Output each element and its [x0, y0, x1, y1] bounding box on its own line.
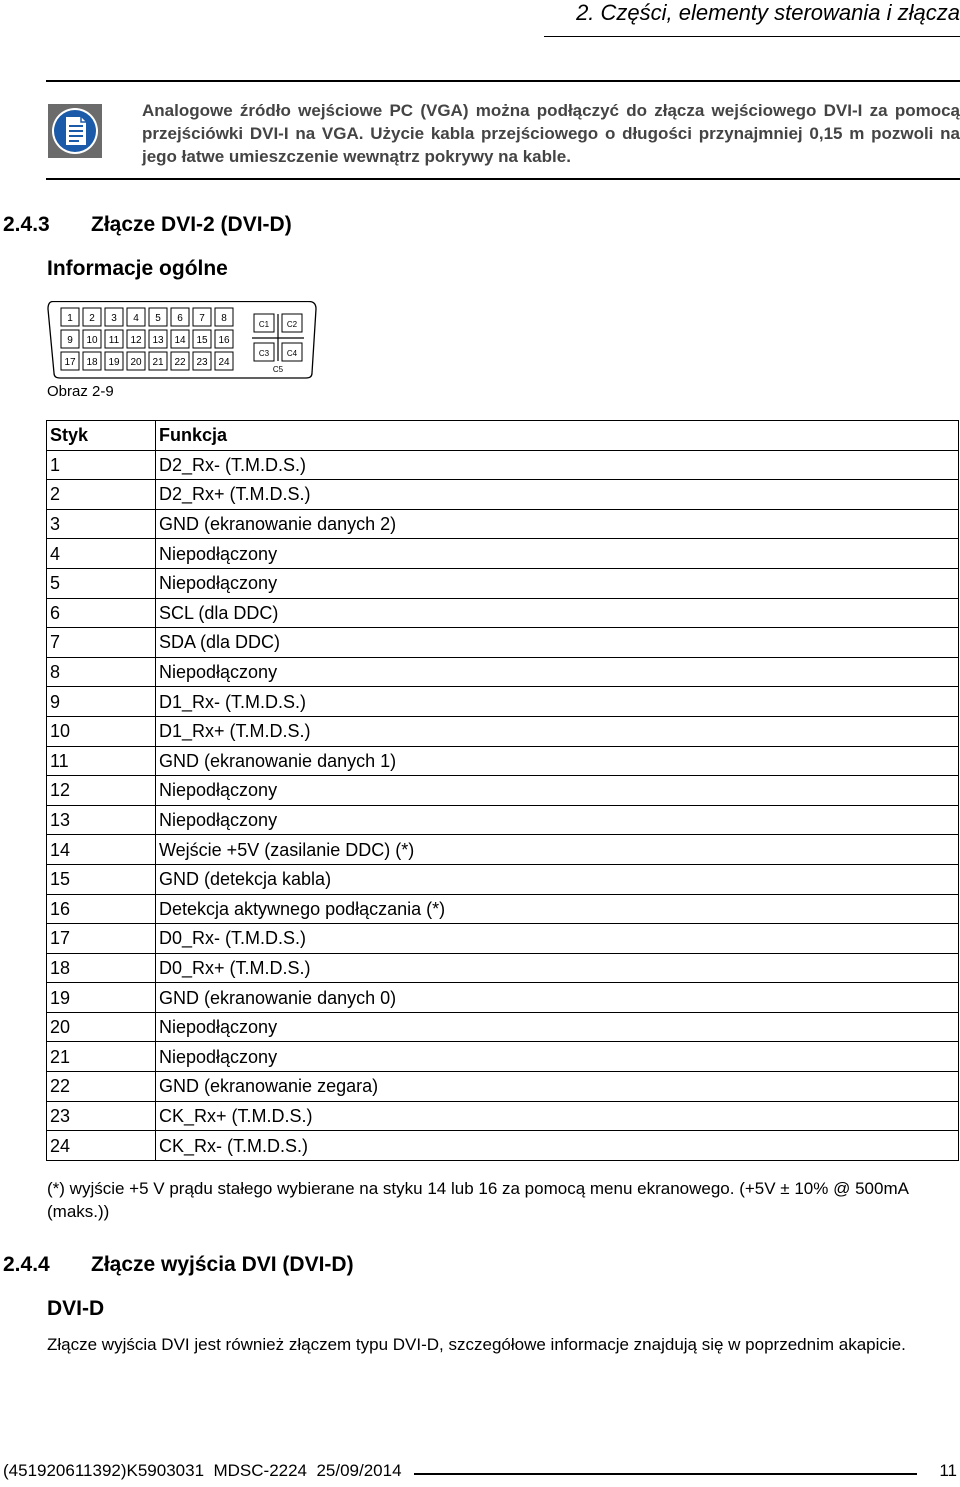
section-heading-dvi-out — [3, 1253, 354, 1277]
pin-label: 17 — [64, 357, 76, 368]
table-row — [47, 805, 959, 835]
table-row — [47, 776, 959, 806]
pin-label: 23 — [196, 357, 208, 368]
pin-function-cell: GND (ekranowanie danych 1) — [156, 746, 959, 776]
section-title: Złącze DVI-2 (DVI-D) — [91, 213, 292, 236]
pin-c3-label: C3 — [258, 349, 270, 358]
pin-function-cell: D1_Rx- (T.M.D.S.) — [156, 687, 959, 717]
footer-doc-id: (451920611392)K5903031 MDSC-2224 25/09/2014 — [3, 1461, 402, 1480]
table-header-row — [47, 421, 959, 451]
pin-label: 13 — [152, 335, 164, 346]
pin-label: 22 — [174, 357, 186, 368]
table-row — [47, 924, 959, 954]
document-note-icon — [48, 104, 102, 158]
pin-label: 20 — [130, 357, 142, 368]
section-number: 2.4.4 — [3, 1253, 50, 1276]
footer-rule — [414, 1473, 918, 1475]
pin-function-cell: SCL (dla DDC) — [156, 598, 959, 628]
pin-label: 11 — [108, 335, 120, 346]
pin-number-cell: 13 — [47, 805, 156, 835]
table-row — [47, 1042, 959, 1072]
pin-c2-label: C2 — [286, 320, 298, 329]
footnote: (*) wyjście +5 V prądu stałego wybierane na styku 14 lub 16 za pomocą menu ekranowego. (+5V ± 10% @ 500mA (maks.)) — [47, 1179, 909, 1221]
pin-number-cell: 3 — [47, 509, 156, 539]
pin-number-cell: 21 — [47, 1042, 156, 1072]
pin-number-cell: 6 — [47, 598, 156, 628]
pin-label: 5 — [155, 313, 161, 324]
pin-number-cell: 5 — [47, 568, 156, 598]
pin-label: 21 — [152, 357, 164, 368]
pin-function-cell: Niepodłączony — [156, 539, 959, 569]
pin-table — [46, 420, 959, 1161]
pin-number-cell: 15 — [47, 864, 156, 894]
table-row — [47, 953, 959, 983]
pin-label: 18 — [86, 357, 98, 368]
pin-function-cell: D2_Rx+ (T.M.D.S.) — [156, 480, 959, 510]
table-row — [47, 568, 959, 598]
pin-label: 14 — [174, 335, 186, 346]
pin-number-cell: 2 — [47, 480, 156, 510]
pin-function-cell: D0_Rx+ (T.M.D.S.) — [156, 953, 959, 983]
page-number: 11 — [939, 1461, 957, 1480]
pin-label: 2 — [89, 313, 95, 324]
table-row — [47, 539, 959, 569]
pin-number-cell: 1 — [47, 450, 156, 480]
pin-number-cell: 17 — [47, 924, 156, 954]
subheading-general-info: Informacje ogólne — [47, 257, 228, 280]
pin-number-cell: 18 — [47, 953, 156, 983]
figure-caption: Obraz 2-9 — [47, 383, 114, 400]
section-number: 2.4.3 — [3, 213, 50, 236]
pin-number-cell: 24 — [47, 1131, 156, 1161]
pin-function-cell: CK_Rx- (T.M.D.S.) — [156, 1131, 959, 1161]
pin-number-cell: 16 — [47, 894, 156, 924]
pin-number-cell: 9 — [47, 687, 156, 717]
pin-number-cell: 14 — [47, 835, 156, 865]
pin-number-cell: 8 — [47, 657, 156, 687]
pin-label: 1 — [67, 313, 73, 324]
body-paragraph: Złącze wyjścia DVI jest również złączem typu DVI-D, szczegółowe informacje znajdują się w poprzednim akapicie. — [47, 1335, 906, 1354]
pin-table-body — [47, 450, 959, 1160]
pin-label: 19 — [108, 357, 120, 368]
note-text: Analogowe źródło wejściowe PC (VGA) można podłączyć do złącza wejściowego DVI-I za pomocą przejściówki DVI-I na VGA. Użycie kabla przejściowego o długości przynajmniej 0,15 m pozwoli na jego łatwe umieszczenie wewnątrz pokrywy na kable. — [142, 101, 960, 166]
table-row — [47, 894, 959, 924]
table-row — [47, 450, 959, 480]
pin-function-cell: Wejście +5V (zasilanie DDC) (*) — [156, 835, 959, 865]
pin-c1-label: C1 — [258, 320, 270, 329]
header-divider — [544, 36, 960, 37]
pin-number-cell: 12 — [47, 776, 156, 806]
table-row — [47, 746, 959, 776]
dvi-connector-figure — [47, 301, 319, 379]
pin-number-cell: 23 — [47, 1101, 156, 1131]
pin-function-cell: GND (ekranowanie danych 0) — [156, 983, 959, 1013]
subheading-dvi-d: DVI-D — [47, 1297, 105, 1320]
pin-label: 4 — [133, 313, 139, 324]
pin-label: 12 — [130, 335, 142, 346]
pin-label: 6 — [177, 313, 183, 324]
table-row — [47, 1072, 959, 1102]
pin-number-cell: 4 — [47, 539, 156, 569]
column-header-function: Funkcja — [156, 421, 959, 451]
table-row — [47, 864, 959, 894]
column-header-pin: Styk — [47, 421, 156, 451]
pin-function-cell: Niepodłączony — [156, 776, 959, 806]
pin-function-cell: CK_Rx+ (T.M.D.S.) — [156, 1101, 959, 1131]
pin-label: 16 — [218, 335, 230, 346]
pin-function-cell: Niepodłączony — [156, 805, 959, 835]
table-row — [47, 1101, 959, 1131]
pin-function-cell: Niepodłączony — [156, 1042, 959, 1072]
pin-function-cell: D0_Rx- (T.M.D.S.) — [156, 924, 959, 954]
pin-label: 10 — [86, 335, 98, 346]
pin-function-cell: Niepodłączony — [156, 1012, 959, 1042]
pin-function-cell: SDA (dla DDC) — [156, 628, 959, 658]
pin-number-cell: 11 — [47, 746, 156, 776]
pin-function-cell: Detekcja aktywnego podłączania (*) — [156, 894, 959, 924]
pin-label: 3 — [111, 313, 117, 324]
table-row — [47, 1131, 959, 1161]
table-row — [47, 716, 959, 746]
table-row — [47, 1012, 959, 1042]
pin-number-cell: 19 — [47, 983, 156, 1013]
pin-function-cell: GND (ekranowanie zegara) — [156, 1072, 959, 1102]
note-box — [46, 80, 960, 180]
pin-function-cell: D1_Rx+ (T.M.D.S.) — [156, 716, 959, 746]
pin-number-cell: 10 — [47, 716, 156, 746]
pin-function-cell: Niepodłączony — [156, 568, 959, 598]
pin-label: 15 — [196, 335, 208, 346]
table-row — [47, 509, 959, 539]
table-row — [47, 628, 959, 658]
pin-c5-label: C5 — [272, 365, 284, 374]
page-footer — [3, 1461, 957, 1481]
table-row — [47, 480, 959, 510]
pin-function-cell: GND (ekranowanie danych 2) — [156, 509, 959, 539]
pin-label: 24 — [218, 357, 230, 368]
pin-number-cell: 22 — [47, 1072, 156, 1102]
section-heading-dvi2 — [3, 213, 292, 237]
pin-function-cell: Niepodłączony — [156, 657, 959, 687]
page-header-title: 2. Części, elementy sterowania i złącza — [576, 0, 960, 25]
section-title: Złącze wyjścia DVI (DVI-D) — [91, 1253, 354, 1276]
pin-number-cell: 20 — [47, 1012, 156, 1042]
pin-function-cell: D2_Rx- (T.M.D.S.) — [156, 450, 959, 480]
table-row — [47, 983, 959, 1013]
table-row — [47, 687, 959, 717]
pin-label: 7 — [199, 313, 205, 324]
pin-number-cell: 7 — [47, 628, 156, 658]
pin-c4-label: C4 — [286, 349, 298, 358]
pin-label: 8 — [221, 313, 227, 324]
table-row — [47, 598, 959, 628]
pin-label: 9 — [67, 335, 73, 346]
table-row — [47, 657, 959, 687]
pin-function-cell: GND (detekcja kabla) — [156, 864, 959, 894]
table-row — [47, 835, 959, 865]
